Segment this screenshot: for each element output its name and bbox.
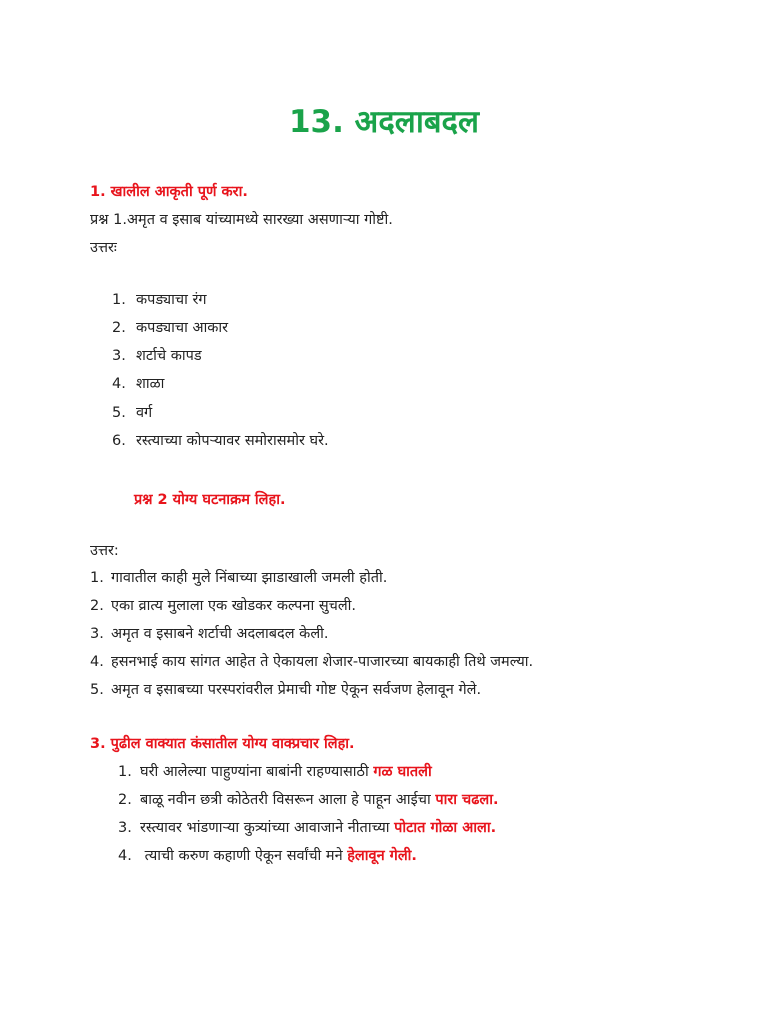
list-text: अमृत व इसाबच्या परस्परांवरील प्रेमाची गोष्ट ऐकून सर्वजण हेलावून गेले.	[111, 682, 482, 698]
list-text: हसनभाई काय सांगत आहेत ते ऐकायला शेजार-पाजारच्या बायकाही तिथे जमल्या.	[111, 654, 534, 670]
list-text: कपड्याचा आकार	[136, 320, 229, 336]
list-text: शाळा	[136, 376, 165, 392]
list-number: 4.	[90, 654, 104, 670]
section3-heading: 3. पुढील वाक्यात कंसातील योग्य वाक्प्रचार लिहा.	[90, 736, 355, 752]
list-item	[90, 624, 329, 644]
list-number: 2.	[112, 320, 126, 336]
list-text: अमृत व इसाबने शर्टाची अदलाबदल केली.	[111, 626, 329, 642]
list-number: 6.	[112, 433, 126, 449]
list-number: 5.	[90, 682, 104, 698]
list-number: 2.	[90, 598, 104, 614]
section2-heading: प्रश्न 2 योग्य घटनाक्रम लिहा.	[134, 492, 286, 508]
highlighted-phrase: गळ घातली	[373, 764, 432, 780]
list-item	[118, 818, 496, 838]
list-item	[90, 652, 533, 672]
highlighted-phrase: पारा चढला.	[435, 792, 499, 808]
highlighted-phrase: पोटात गोळा आला.	[394, 820, 497, 836]
list-text: बाळू नवीन छत्री कोठेतरी विसरून आला हे पाहून आईचा	[140, 792, 436, 808]
list-item	[112, 346, 202, 366]
list-item	[112, 431, 329, 451]
list-number: 3.	[118, 820, 132, 836]
highlighted-phrase: हेलावून गेली.	[347, 848, 417, 864]
list-number: 1.	[90, 570, 104, 586]
list-item	[112, 374, 164, 394]
list-number: 5.	[112, 405, 126, 421]
section1-heading: 1. खालील आकृती पूर्ण करा.	[90, 184, 248, 200]
list-text: गावातील काही मुले निंबाच्या झाडाखाली जमली होती.	[111, 570, 388, 586]
page-title: 13. अदलाबदल	[288, 104, 480, 140]
list-item	[118, 846, 417, 866]
list-number: 3.	[112, 348, 126, 364]
list-text: शर्टाचे कापड	[136, 348, 202, 364]
list-number: 2.	[118, 792, 132, 808]
list-number: 1.	[118, 764, 132, 780]
list-item	[90, 596, 356, 616]
list-text: रस्त्यावर भांडणाऱ्या कुत्र्यांच्या आवाजाने नीताच्या	[140, 820, 395, 836]
section2-answer-label: उत्तर:	[90, 543, 119, 559]
list-number: 4.	[118, 848, 132, 864]
list-item	[112, 403, 152, 423]
section1-answer-label: उत्तरः	[90, 240, 117, 256]
list-text: वर्ग	[136, 405, 153, 421]
list-number: 3.	[90, 626, 104, 642]
list-number: 4.	[112, 376, 126, 392]
list-text: त्याची करुण कहाणी ऐकून सर्वांची मने	[140, 848, 348, 864]
list-number: 1.	[112, 292, 126, 308]
list-item	[90, 680, 481, 700]
section1-question: प्रश्न 1.अमृत व इसाब यांच्यामध्ये सारख्या असणाऱ्या गोष्टी.	[90, 212, 393, 228]
list-text: एका व्रात्य मुलाला एक खोडकर कल्पना सुचली.	[111, 598, 357, 614]
list-item	[118, 790, 499, 810]
list-text: घरी आलेल्या पाहुण्यांना बाबांनी राहण्यासाठी	[140, 764, 374, 780]
list-item	[112, 318, 228, 338]
list-text: कपड्याचा रंग	[136, 292, 207, 308]
list-item	[112, 290, 207, 310]
list-item	[118, 762, 432, 782]
list-item	[90, 568, 387, 588]
list-text: रस्त्याच्या कोपऱ्यावर समोरासमोर घरे.	[136, 433, 329, 449]
